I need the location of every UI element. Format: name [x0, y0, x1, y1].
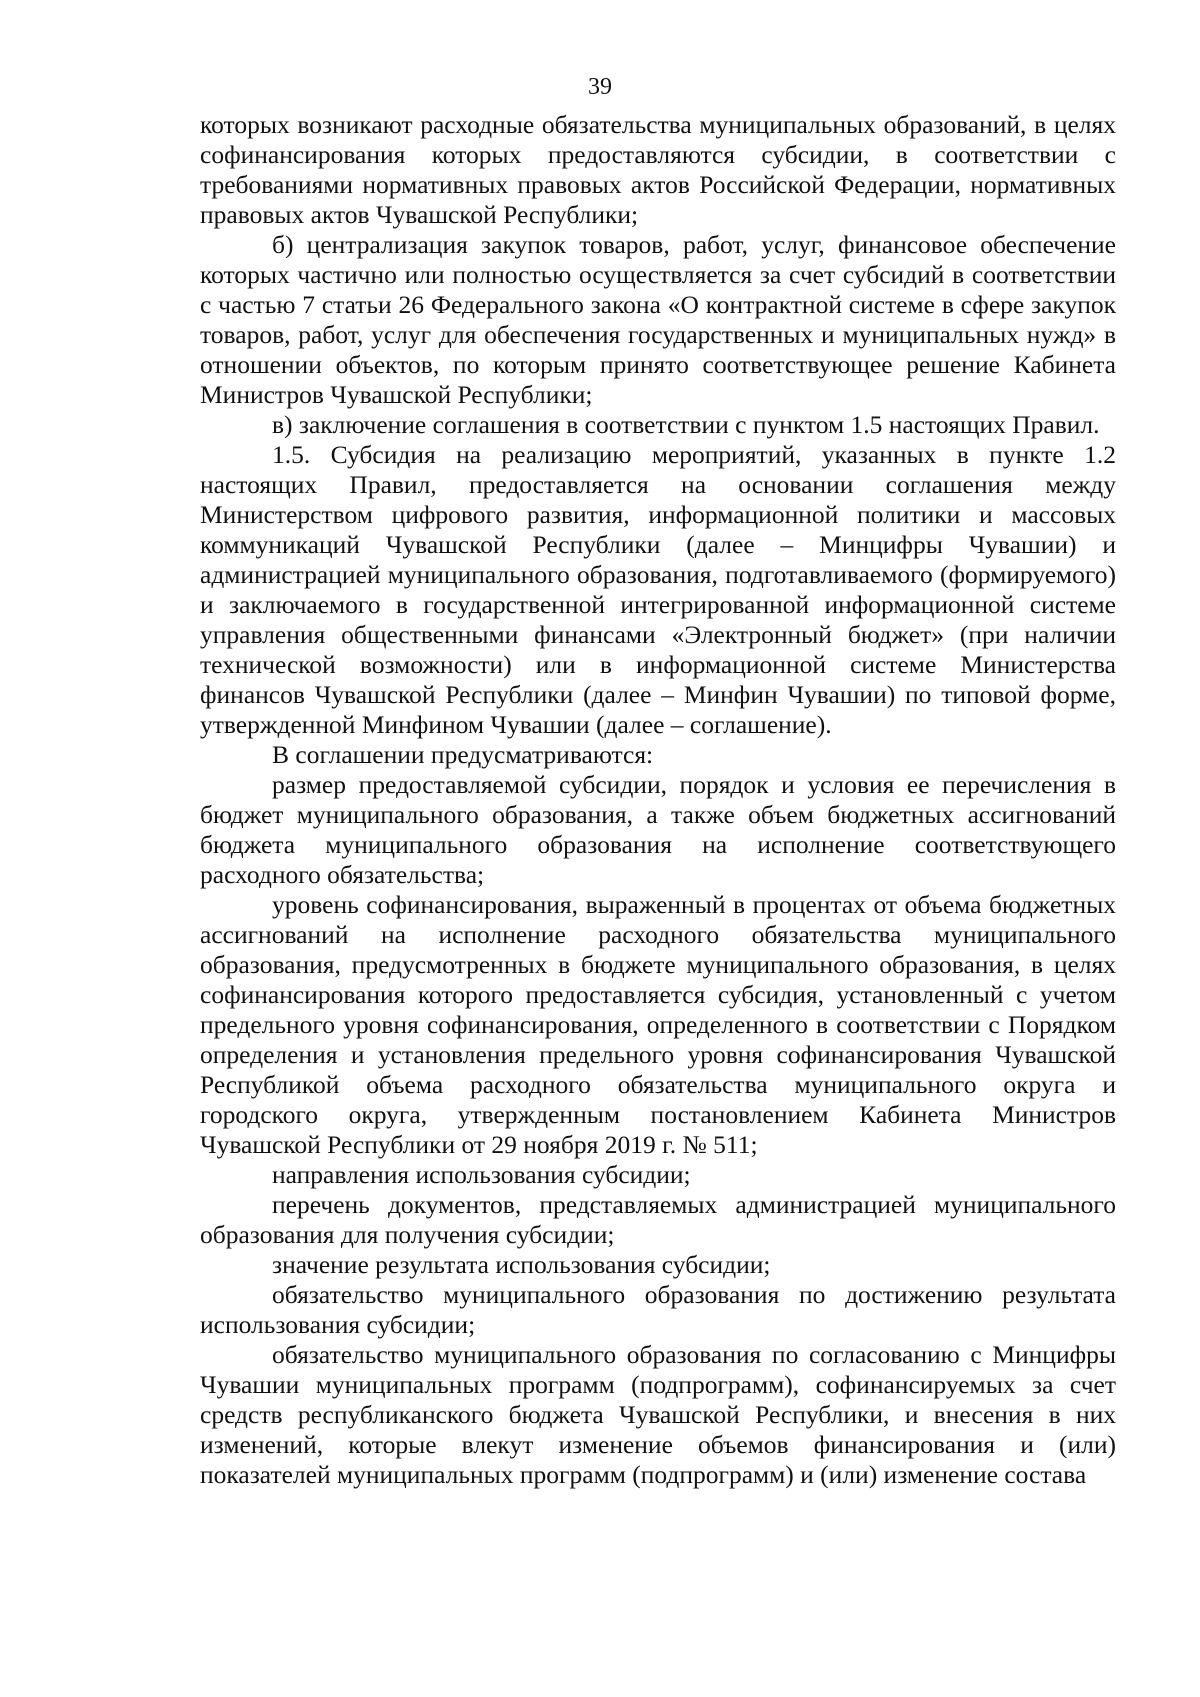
paragraph: в) заключение соглашения в соответствии с пунктом 1.5 настоящих Правил. [272, 410, 1100, 439]
paragraph: значение результата использования субсидии; [272, 1250, 771, 1279]
paragraph: уровень софинансирования, выраженный в процентах от объема бюджетных ассигнований на исполнение расходного обязательства муниципального образования, предусмотренных в бюджете муниципального образования, в целях софинансирования которого предоставляется субсидия, установленный с учетом предельного уровня софинансирования, определенного в соответствии с Порядком определения и установления предельного уровня софинансирования Чувашской Республикой объема расходного обязательства муниципального округа и городского округа, утвержденным постановлением Кабинета Министров Чувашской Республики от 29 ноября 2019 г. № 511; [200, 890, 1116, 1159]
paragraph: обязательство муниципального образования по согласованию с Минцифры Чувашии муниципальных программ (подпрограмм), софинансируемых за счет средств республиканского бюджета Чувашской Республики, и внесения в них изменений, которые влекут изменение объемов финансирования и (или) показателей муниципальных программ (подпрограмм) и (или) изменение состава [200, 1340, 1116, 1489]
document-body [200, 110, 1116, 1490]
paragraph: направления использования субсидии; [272, 1160, 691, 1189]
paragraph: обязательство муниципального образования по достижению результата использования субсидии; [200, 1280, 1116, 1339]
page-number: 39 [588, 74, 612, 100]
paragraph: В соглашении предусматриваются: [272, 740, 654, 769]
paragraph: размер предоставляемой субсидии, порядок и условия ее перечисления в бюджет муниципального образования, а также объем бюджетных ассигнований бюджета муниципального образования на исполнение соответствующего расходного обязательства; [200, 770, 1116, 889]
paragraph: перечень документов, представляемых администрацией муниципального образования для получения субсидии; [200, 1190, 1116, 1249]
paragraph: б) централизация закупок товаров, работ, услуг, финансовое обеспечение которых частично или полностью осуществляется за счет субсидий в соответствии с частью 7 статьи 26 Федерального закона «О контрактной системе в сфере закупок товаров, работ, услуг для обеспечения государственных и муниципальных нужд» в отношении объектов, по которым принято соответствующее решение Кабинета Министров Чувашской Республики; [200, 230, 1116, 409]
paragraph: которых возникают расходные обязательства муниципальных образований, в целях софинансирования которых предоставляются субсидии, в соответствии с требованиями нормативных правовых актов Российской Федерации, нормативных правовых актов Чувашской Республики; [200, 110, 1116, 229]
paragraph: 1.5. Субсидия на реализацию мероприятий, указанных в пункте 1.2 настоящих Правил, предоставляется на основании соглашения между Министерством цифрового развития, информационной политики и массовых коммуникаций Чувашской Республики (далее – Минцифры Чувашии) и администрацией муниципального образования, подготавливаемого (формируемого) и заключаемого в государственной интегрированной информационной системе управления общественными финансами «Электронный бюджет» (при наличии технической возможности) или в информационной системе Министерства финансов Чувашской Республики (далее – Минфин Чувашии) по типовой форме, утвержденной Минфином Чувашии (далее – соглашение). [200, 440, 1116, 739]
